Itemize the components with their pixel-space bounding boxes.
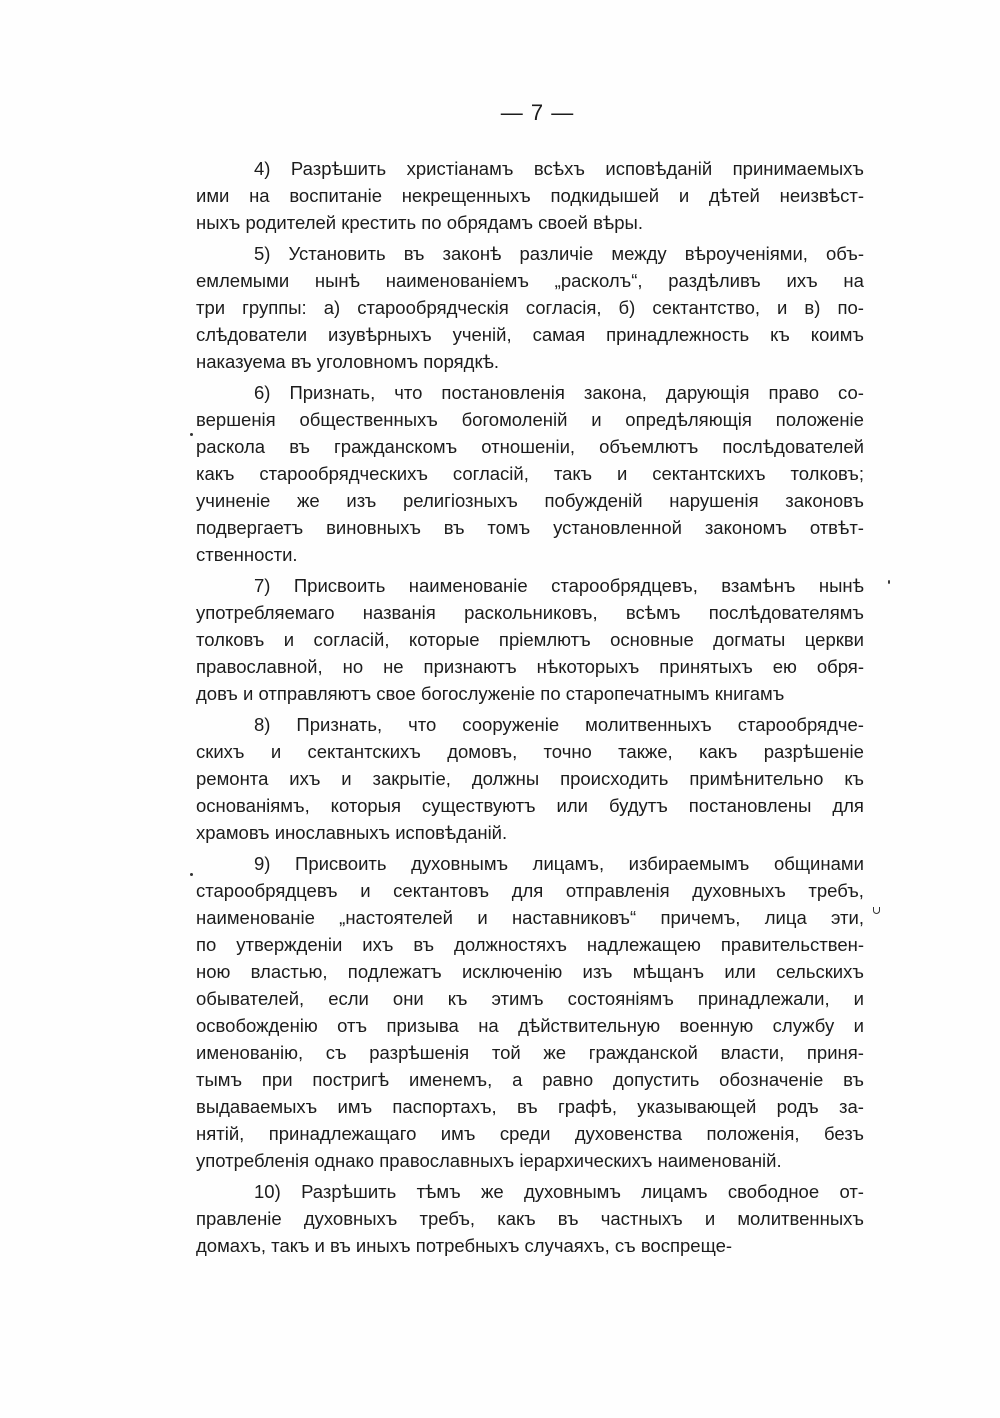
text-line: емлемыми нынѣ наименованіемъ „расколъ“, раздѣливъ ихъ на: [196, 270, 864, 291]
text-line: домахъ, такъ и въ иныхъ потребныхъ случаяхъ, съ воспреще-: [196, 1235, 733, 1256]
text-line: выдаваемыхъ имъ паспортахъ, въ графѣ, указывающей родъ за-: [196, 1096, 864, 1117]
text-line: освобожденію отъ призыва на дѣйствительную военную службу и: [196, 1015, 864, 1036]
text-line: довъ и отправляютъ свое богослуженіе по старопечатнымъ книгамъ: [196, 683, 785, 704]
paragraph-5: [196, 711, 864, 846]
text-line: скихъ и сектантскихъ домовъ, точно также, какъ разрѣшеніе: [196, 741, 864, 762]
text-line: правленіе духовныхъ требъ, какъ въ частныхъ и молитвенныхъ: [196, 1208, 864, 1229]
text-line: нятій, принадлежащаго имъ среди духовенства положенія, безъ: [196, 1123, 864, 1144]
text-line: ною властью, подлежатъ исключенію изъ мѣщанъ или сельскихъ: [196, 961, 864, 982]
page-number: — 7 —: [500, 100, 575, 125]
text-line: какъ старообрядческихъ согласій, такъ и сектантскихъ толковъ;: [196, 463, 864, 484]
scan-speck: [190, 873, 193, 876]
text-line: употребленія однако православныхъ іерархическихъ наименованій.: [196, 1150, 782, 1171]
text-line: ственности.: [196, 544, 298, 565]
text-line: храмовъ инославныхъ исповѣданій.: [196, 822, 508, 843]
paragraph-4: [196, 572, 864, 707]
paragraph-3: [196, 379, 864, 568]
text-line: основаніямъ, которыя существуютъ или будутъ постановлены для: [196, 795, 864, 816]
paragraph-7: [196, 1178, 864, 1259]
text-line: 6) Признать, что постановленія закона, дарующія право со-: [254, 382, 864, 403]
text-line: раскола въ гражданскомъ отношеніи, объемлютъ послѣдователей: [196, 436, 864, 457]
text-line: три группы: а) старообрядческія согласія, б) сектантство, и в) по-: [196, 297, 864, 318]
text-line: именованію, съ разрѣшенія той же гражданской власти, приня-: [196, 1042, 864, 1063]
scan-speck: [873, 907, 880, 914]
text-line: учиненіе же изъ религіозныхъ побужденій нарушенія законовъ: [196, 490, 864, 511]
text-line: слѣдователи изувѣрныхъ ученій, самая принадлежность къ коимъ: [196, 324, 864, 345]
text-line: 4) Разрѣшить христіанамъ всѣхъ исповѣданій принимаемыхъ: [254, 158, 864, 179]
text-line: тымъ при постригѣ именемъ, а равно допустить обозначеніе въ: [196, 1069, 864, 1090]
text-line: ныхъ родителей крестить по обрядамъ своей вѣры.: [196, 212, 643, 233]
scan-speck: [888, 580, 890, 584]
paragraph-1: [196, 155, 864, 236]
text-line: 8) Признать, что сооруженіе молитвенныхъ старообрядче-: [254, 714, 864, 735]
text-line: православной, но не признаютъ нѣкоторыхъ принятыхъ ею обря-: [196, 656, 864, 677]
paragraph-6: [196, 850, 864, 1174]
text-line: 10) Разрѣшить тѣмъ же духовнымъ лицамъ свободное от-: [254, 1181, 864, 1202]
text-line: обывателей, если они къ этимъ состояніямъ принадлежали, и: [196, 988, 864, 1009]
text-line: 7) Присвоить наименованіе старообрядцевъ, взамѣнъ нынѣ: [254, 575, 864, 596]
text-line: толковъ и согласій, которые пріемлютъ основные догматы церкви: [196, 629, 864, 650]
text-line: ремонта ихъ и закрытіе, должны происходить примѣнительно къ: [196, 768, 864, 789]
text-line: наказуема въ уголовномъ порядкѣ.: [196, 351, 500, 372]
text-line: старообрядцевъ и сектантовъ для отправленія духовныхъ требъ,: [196, 880, 864, 901]
document-body: [196, 155, 864, 1263]
text-line: по утвержденіи ихъ въ должностяхъ надлежащею правительствен-: [196, 934, 864, 955]
text-line: вершенія общественныхъ богомоленій и опредѣляющія положеніе: [196, 409, 864, 430]
scan-speck: [190, 433, 193, 436]
text-line: ими на воспитаніе некрещенныхъ подкидышей и дѣтей неизвѣст-: [196, 185, 864, 206]
text-line: 9) Присвоить духовнымъ лицамъ, избираемымъ общинами: [254, 853, 864, 874]
paragraph-2: [196, 240, 864, 375]
text-line: наименованіе „настоятелей и наставниковъ“ причемъ, лица эти,: [196, 907, 864, 928]
text-line: употребляемаго названія раскольниковъ, всѣмъ послѣдователямъ: [196, 602, 864, 623]
text-line: подвергаетъ виновныхъ въ томъ установленной закономъ отвѣт-: [196, 517, 864, 538]
text-line: 5) Установить въ законѣ различіе между вѣроученіями, объ-: [254, 243, 864, 264]
